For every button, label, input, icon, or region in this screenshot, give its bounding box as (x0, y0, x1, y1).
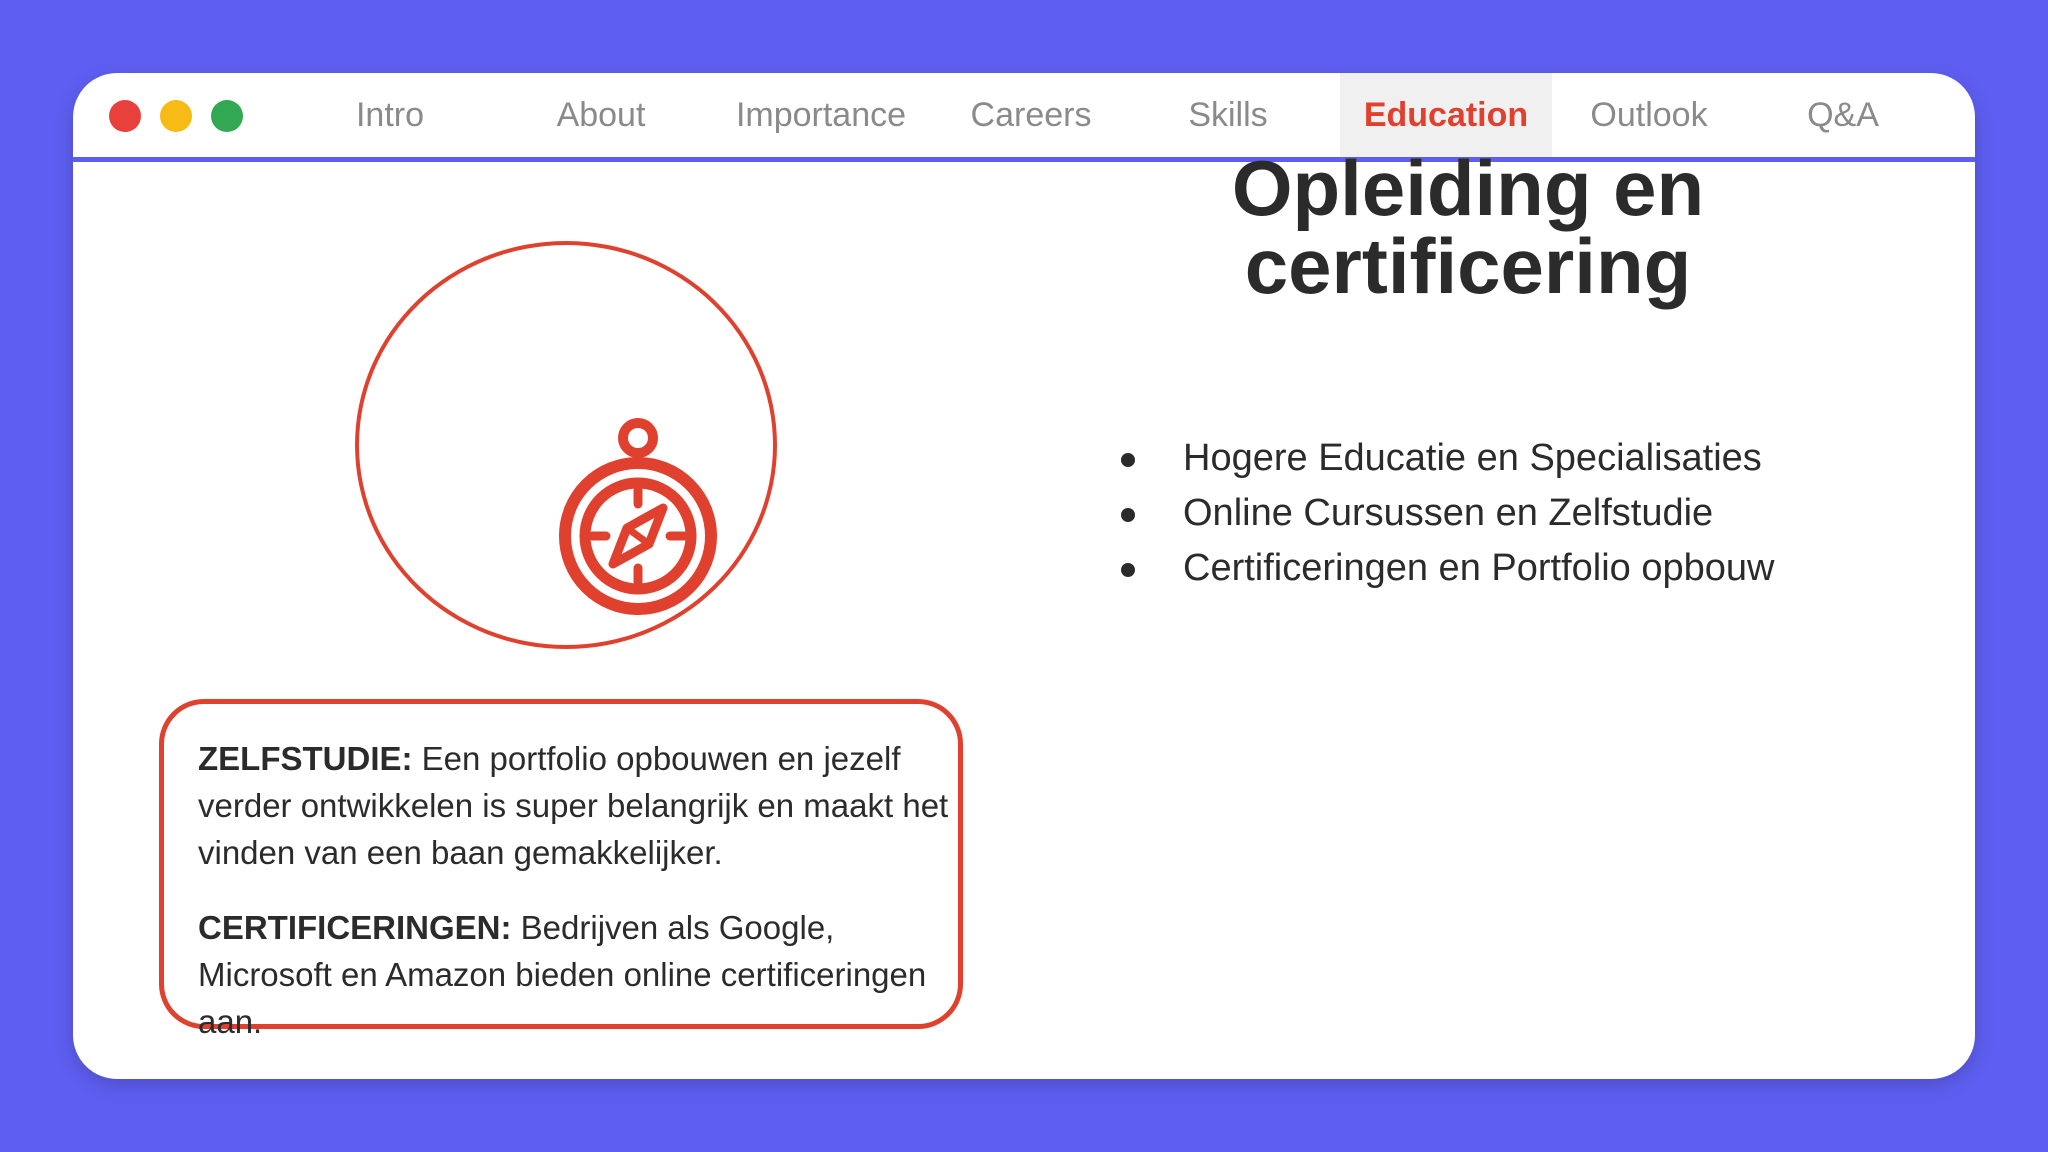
info-label-certificeringen: CERTIFICERINGEN: (198, 909, 512, 946)
close-window-button[interactable] (109, 100, 141, 132)
bullet-item: Hogere Educatie en Specialisaties (1073, 431, 1774, 486)
minimize-window-button[interactable] (160, 100, 192, 132)
bullet-item: Certificeringen en Portfolio opbouw (1073, 541, 1774, 596)
info-label-zelfstudie: ZELFSTUDIE: (198, 740, 413, 777)
tab-qa[interactable]: Q&A (1807, 96, 1879, 134)
window-controls (109, 100, 243, 132)
tab-importance[interactable]: Importance (735, 96, 907, 134)
tab-about[interactable]: About (556, 96, 646, 134)
bullet-item: Online Cursussen en Zelfstudie (1073, 486, 1774, 541)
page-title (1118, 144, 1818, 310)
info-paragraph-zelfstudie (198, 735, 958, 876)
compass-icon (551, 418, 726, 618)
info-body-certificeringen: Bedrijven als Google, Microsoft en Amazon bieden online certificeringen aan. (198, 909, 927, 1040)
bullet-list (1073, 431, 1774, 596)
info-paragraph-certificeringen (198, 904, 958, 1045)
browser-window (73, 73, 1975, 1079)
tab-careers[interactable]: Careers (970, 96, 1092, 134)
tab-outlook[interactable]: Outlook (1590, 96, 1708, 134)
tab-skills[interactable]: Skills (1188, 96, 1268, 134)
tab-education[interactable]: Education (1340, 73, 1552, 157)
info-body-zelfstudie: Een portfolio opbouwen en jezelf verder ontwikkelen is super belangrijk en maakt het vinden van een baan gemakkelijker. (198, 740, 949, 871)
title-line-1: Opleiding en (1231, 144, 1705, 232)
tab-intro[interactable]: Intro (355, 96, 425, 134)
info-text (198, 735, 958, 1073)
maximize-window-button[interactable] (211, 100, 243, 132)
title-line-2: certificering (1244, 222, 1692, 310)
